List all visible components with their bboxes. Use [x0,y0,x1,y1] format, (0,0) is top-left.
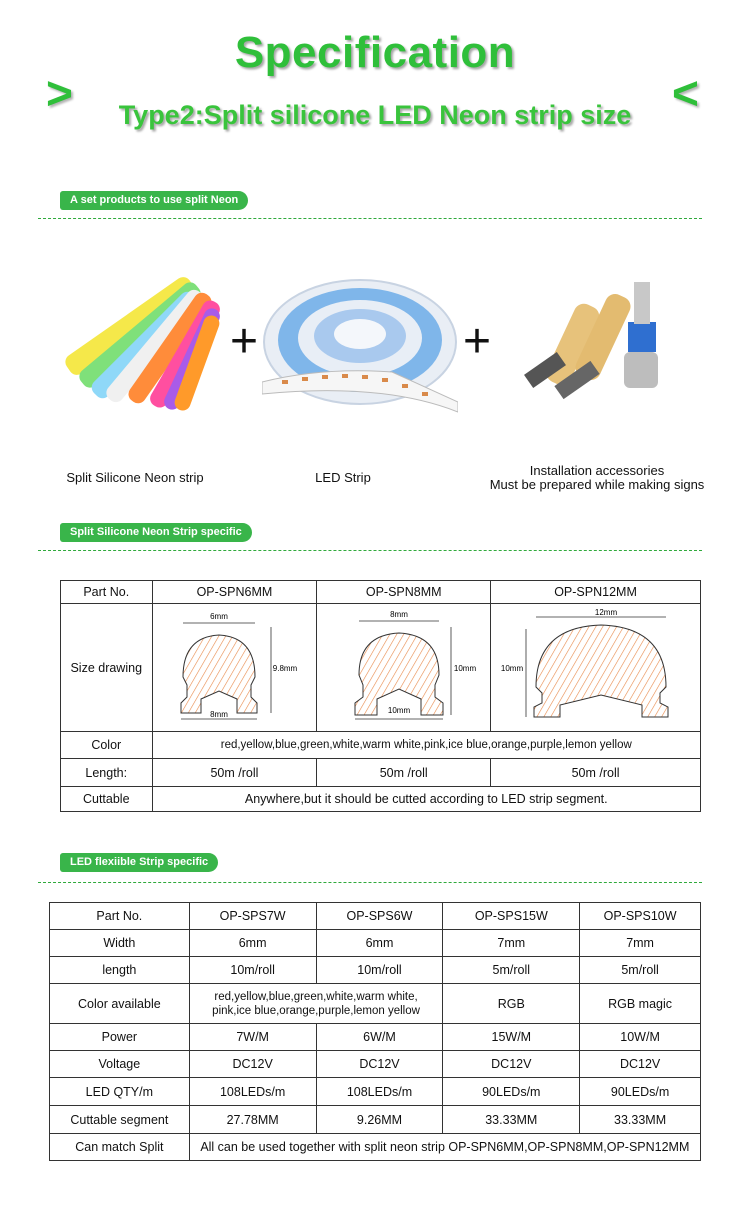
led-strip-image [262,272,458,420]
header-cell: OP-SPS10W [580,903,701,930]
cell: 50m /roll [317,759,491,787]
size-drawing-6mm [152,604,317,732]
divider [38,218,702,219]
cell: DC12V [316,1051,443,1078]
row-label: Size drawing [61,604,153,732]
dim-label: 6mm [210,612,229,621]
product-caption-tools-line2: Must be prepared while making signs [489,477,705,492]
section-label-set-products: A set products to use split Neon [60,191,248,210]
cell: 6W/M [316,1024,443,1051]
cell: 6mm [316,930,443,957]
cell: 108LEDs/m [316,1078,443,1106]
dim-label: 12mm [594,608,617,617]
header-cell: OP-SPS15W [443,903,580,930]
header-cell: OP-SPS6W [316,903,443,930]
cell: 108LEDs/m [189,1078,316,1106]
product-caption-neon: Split Silicone Neon strip [66,470,204,485]
row-label: length [50,957,190,984]
cell: 5m/roll [580,957,701,984]
section-label-neon-spec: Split Silicone Neon Strip specific [60,523,252,542]
cell: 7mm [443,930,580,957]
header-cell: OP-SPS7W [189,903,316,930]
product-caption-tools-line1: Installation accessories [529,463,665,478]
match-value: All can be used together with split neon strip OP-SPN6MM,OP-SPN8MM,OP-SPN12MM [189,1134,700,1161]
cell: 90LEDs/m [580,1078,701,1106]
dim-label: 8mm [210,710,229,719]
page-subtitle: Type2:Split silicone LED Neon strip size [118,100,632,130]
header-cell: Part No. [61,581,153,604]
cell: 6mm [189,930,316,957]
color-available-value: red,yellow,blue,green,white,warm white, pink,ice blue,orange,purple,lemon yellow [189,984,443,1024]
cell: 7W/M [189,1024,316,1051]
cell: 10m/roll [189,957,316,984]
color-value: red,yellow,blue,green,white,warm white,pink,ice blue,orange,purple,lemon yellow [152,732,701,759]
size-drawing-12mm [491,604,701,732]
dim-label: 9.8mm [273,664,298,673]
row-label: Can match Split [50,1134,190,1161]
row-label: Power [50,1024,190,1051]
dim-label: 8mm [389,610,408,619]
plus-icon: + [463,315,492,368]
cell: 10m/roll [316,957,443,984]
row-label: Color available [50,984,190,1024]
cell: 27.78MM [189,1106,316,1134]
cell: 7mm [580,930,701,957]
row-label: Width [50,930,190,957]
neon-strip-image [45,255,225,395]
dim-label: 10mm [500,664,523,673]
page-title: Specification [234,28,516,77]
cell: RGB [443,984,580,1024]
led-spec-table [49,902,701,1161]
cell: 90LEDs/m [443,1078,580,1106]
cell: RGB magic [580,984,701,1024]
section-label-led-spec: LED flexiible Strip specific [60,853,218,872]
size-drawing-8mm [317,604,491,732]
product-caption-led: LED Strip [315,470,371,485]
row-label: Color [61,732,153,759]
cell: 33.33MM [443,1106,580,1134]
cell: 5m/roll [443,957,580,984]
chevron-right-icon: > [46,67,73,119]
cell: 9.26MM [316,1106,443,1134]
cell: DC12V [580,1051,701,1078]
cell: 33.33MM [580,1106,701,1134]
row-label: Cuttable [61,787,153,812]
cuttable-value: Anywhere,but it should be cutted according to LED strip segment. [152,787,701,812]
header-cell: OP-SPN8MM [317,581,491,604]
row-label: Cuttable segment [50,1106,190,1134]
header-cell: Part No. [50,903,190,930]
chevron-left-icon: < [672,67,699,119]
dim-label: 10mm [387,706,410,715]
cell: DC12V [443,1051,580,1078]
cell: 15W/M [443,1024,580,1051]
header-cell: OP-SPN6MM [152,581,317,604]
cell: 10W/M [580,1024,701,1051]
divider [38,550,702,551]
cell: 50m /roll [152,759,317,787]
row-label: LED QTY/m [50,1078,190,1106]
header-cell: OP-SPN12MM [491,581,701,604]
neon-spec-table [60,580,701,812]
row-label: Length: [61,759,153,787]
row-label: Voltage [50,1051,190,1078]
cell: 50m /roll [491,759,701,787]
dim-label: 10mm [453,664,476,673]
divider [38,882,702,883]
cell: DC12V [189,1051,316,1078]
plus-icon: + [230,315,259,368]
installation-tools-image [510,262,680,432]
